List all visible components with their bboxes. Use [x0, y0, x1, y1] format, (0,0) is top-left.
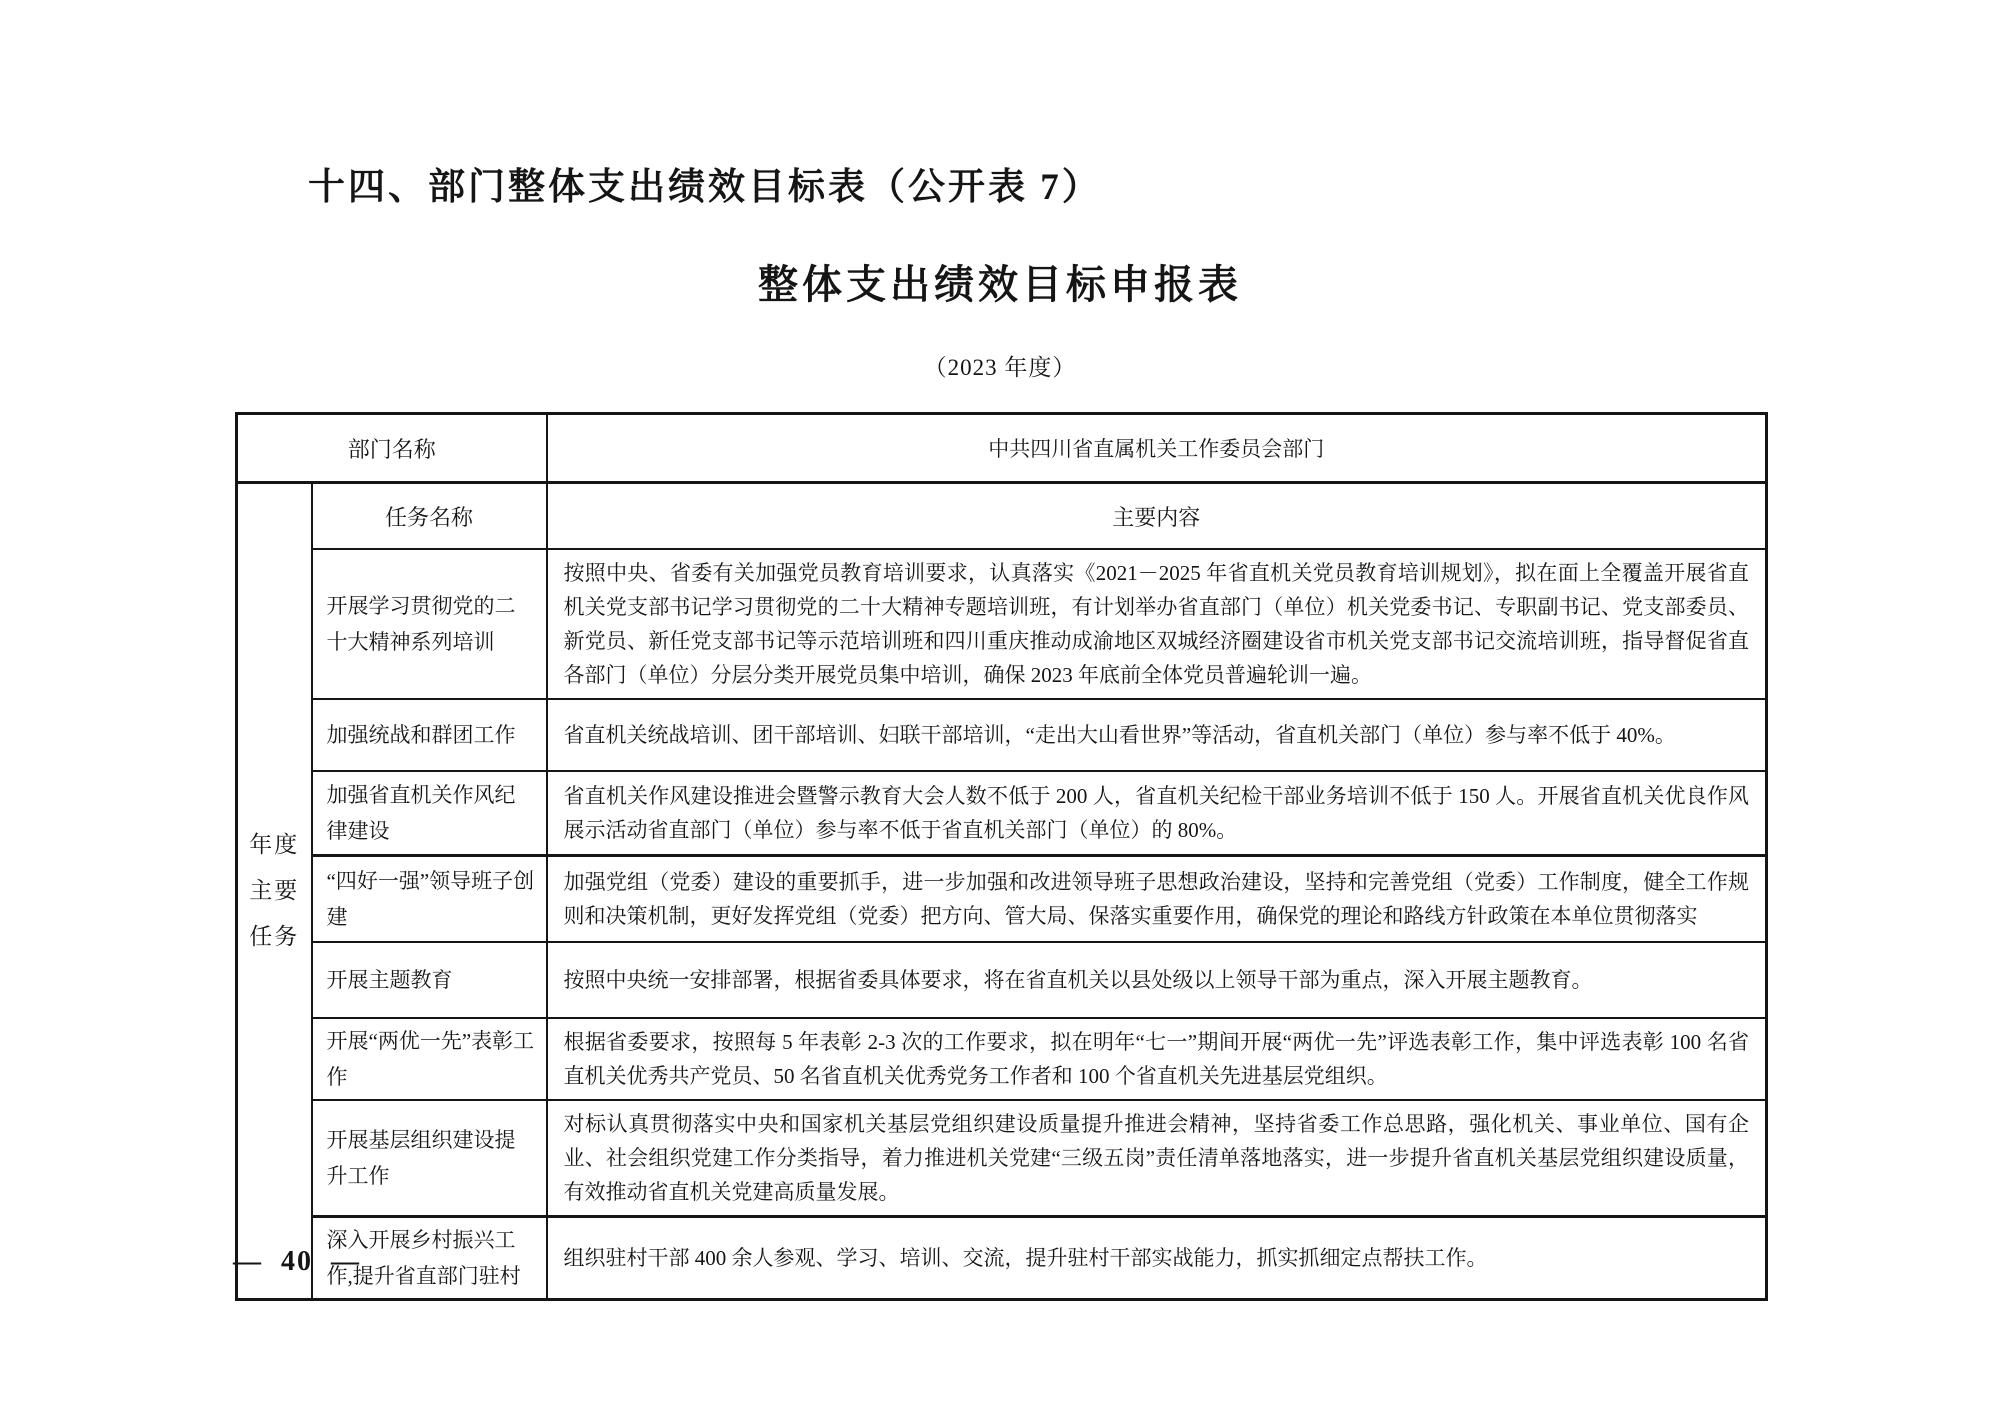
table-row — [237, 549, 1767, 699]
task-content: 省直机关作风建设推进会暨警示教育大会人数不低于 200 人，省直机关纪检干部业务培训不低于 150 人。开展省直机关优良作风展示活动省直部门（单位）参与率不低于省直机关部门（单位）的 80%。 — [547, 771, 1767, 856]
row-group-annual-tasks — [237, 483, 312, 1300]
task-name: “四好一强”领导班子创建 — [312, 856, 547, 943]
section-title: 十四、部门整体支出绩效目标表（公开表 7） — [308, 167, 1102, 208]
task-content: 省直机关统战培训、团干部培训、妇联干部培训，“走出大山看世界”等活动，省直机关部门（单位）参与率不低于 40%。 — [547, 699, 1767, 771]
task-name: 开展学习贯彻党的二十大精神系列培训 — [312, 549, 547, 699]
table-header-row — [237, 483, 1767, 550]
task-content: 组织驻村干部 400 余人参观、学习、培训、交流，提升驻村干部实战能力，抓实抓细定点帮扶工作。 — [547, 1217, 1767, 1300]
task-name: 深入开展乡村振兴工作,提升省直部门驻村 — [312, 1217, 547, 1300]
table-row — [237, 1217, 1767, 1300]
task-name: 加强统战和群团工作 — [312, 699, 547, 771]
task-name: 加强省直机关作风纪律建设 — [312, 771, 547, 856]
table-row — [237, 699, 1767, 771]
task-name: 开展主题教育 — [312, 942, 547, 1018]
task-content: 按照中央统一安排部署，根据省委具体要求，将在省直机关以县处级以上领导干部为重点，深入开展主题教育。 — [547, 942, 1767, 1018]
department-name-value: 中共四川省直属机关工作委员会部门 — [547, 414, 1767, 483]
page-number: — 40 — — [233, 1246, 361, 1277]
task-content: 加强党组（党委）建设的重要抓手，进一步加强和改进领导班子思想政治建设，坚持和完善党组（党委）工作制度，健全工作规则和决策机制，更好发挥党组（党委）把方向、管大局、保落实重要作用，确保党的理论和路线方针政策在本单位贯彻落实 — [547, 856, 1767, 943]
table-row — [237, 1018, 1767, 1100]
form-year: （2023 年度） — [923, 355, 1077, 380]
table-row-department — [237, 414, 1767, 483]
table-row — [237, 771, 1767, 856]
task-content: 对标认真贯彻落实中央和国家机关基层党组织建设质量提升推进会精神，坚持省委工作总思路，强化机关、事业单位、国有企业、社会组织党建工作分类指导，着力推进机关党建“三级五岗”责任清单落地落实，进一步提升省直机关基层党组织建设质量，有效推动省直机关党建高质量发展。 — [547, 1100, 1767, 1217]
table-row — [237, 856, 1767, 943]
task-content: 按照中央、省委有关加强党员教育培训要求，认真落实《2021－2025 年省直机关党员教育培训规划》，拟在面上全覆盖开展省直机关党支部书记学习贯彻党的二十大精神专题培训班，有计划举办省直部门（单位）机关党委书记、专职副书记、党支部委员、新党员、新任党支部书记等示范培训班和四川重庆推动成渝地区双城经济圈建设省市机关党支部书记交流培训班，指导督促省直各部门（单位）分层分类开展党员集中培训，确保 2023 年底前全体党员普遍轮训一遍。 — [547, 549, 1767, 699]
main-content-header: 主要内容 — [547, 483, 1767, 550]
form-title: 整体支出绩效目标申报表 — [758, 262, 1242, 307]
table-row — [237, 942, 1767, 1018]
table-row — [237, 1100, 1767, 1217]
task-name: 开展“两优一先”表彰工作 — [312, 1018, 547, 1100]
performance-target-table — [235, 412, 1768, 1301]
task-name: 开展基层组织建设提升工作 — [312, 1100, 547, 1217]
row-group-label: 年度主要任务 — [249, 832, 300, 949]
department-name-label: 部门名称 — [237, 414, 547, 483]
task-content: 根据省委要求，按照每 5 年表彰 2-3 次的工作要求，拟在明年“七一”期间开展“两优一先”评选表彰工作，集中评选表彰 100 名省直机关优秀共产党员、50 名省直机关优秀党务工作者和 100 个省直机关先进基层党组织。 — [547, 1018, 1767, 1100]
task-name-header: 任务名称 — [312, 483, 547, 550]
